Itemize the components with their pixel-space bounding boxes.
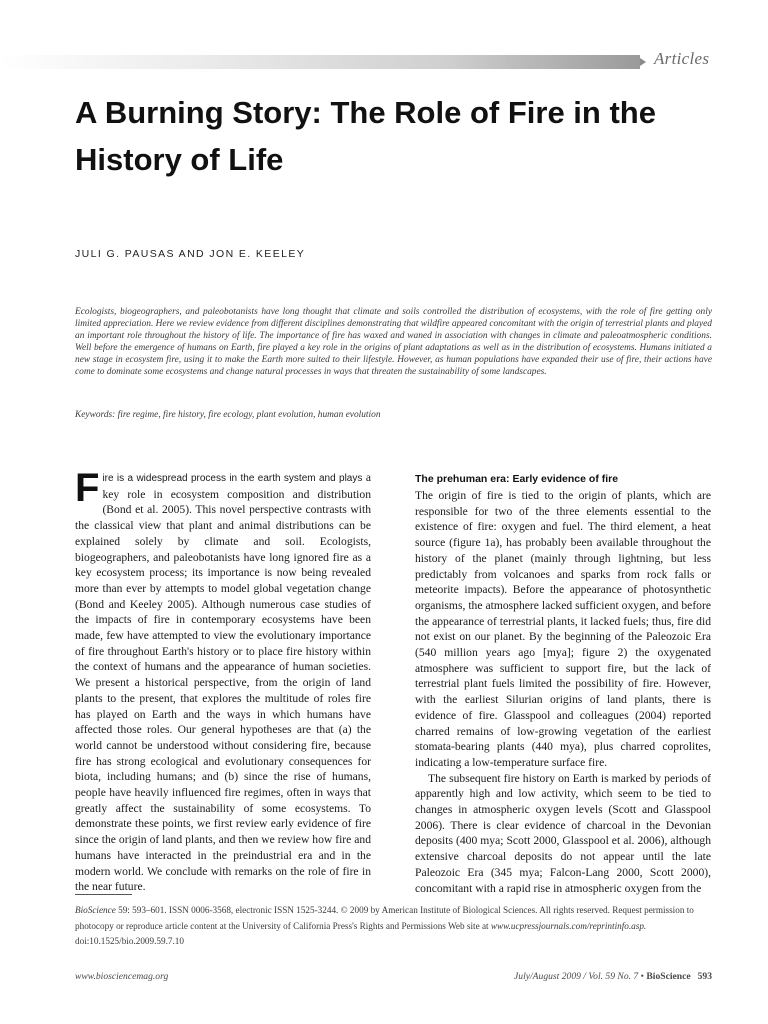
footnote-divider xyxy=(75,894,132,895)
footnote-text: 59: 593–601. ISSN 0006-3568, electronic ISSN 1525-3244. © 2009 by American Institute of Biological Sciences. All rights reserved. Request permission to photocopy or reproduce article content at the University of California Press's Rights and Permissions Web site at xyxy=(75,905,694,931)
section-label: Articles xyxy=(654,49,710,68)
body-column-right xyxy=(415,472,711,896)
article-authors: JULI G. PAUSAS AND JON E. KEELEY xyxy=(75,248,306,260)
dropcap-letter: F xyxy=(75,466,100,510)
citation-footnote xyxy=(75,903,712,950)
prehuman-paragraph-1: The origin of fire is tied to the origin of plants, which are responsible for two of the three elements essential to the existence of fire: oxygen and fuel. The third element, a heat source (figure 1a), has probably been available throughout the history of the planet (mainly through lightning, but less predictably from volcanoes and sparks from rock falls or meteorite impacts). Before the appearance of photosynthetic organisms, the atmosphere lacked sufficient oxygen, and before the appearance of terrestrial plants, it lacked fuels; thus, fire did not exist on our planet. By the beginning of the Paleozoic Era (540 million years ago [mya]; figure 2) the oxygenated atmosphere was sufficient to support fire, but the lack of terrestrial plant fuels limited the possibility of fire. However, with the earliest Silurian origins of land plants, there is evidence of fire. Glasspool and colleagues (2004) reported charred remains of low-growing vegetation of the earliest stomata-bearing plants (440 mya), plus charred coprolites, indicating a low-temperature surface fire. xyxy=(415,489,711,769)
footnote-url-link[interactable]: www.ucpressjournals.com/reprintinfo.asp. xyxy=(490,920,647,931)
section-heading: The prehuman era: Early evidence of fire xyxy=(415,473,619,485)
footer-website-link[interactable]: www.biosciencemag.org xyxy=(75,971,169,982)
header-arrow-icon xyxy=(640,58,646,66)
footnote-doi: doi:10.1525/bio.2009.59.7.10 xyxy=(75,936,184,947)
article-keywords: Keywords: fire regime, fire history, fire ecology, plant evolution, human evolution xyxy=(75,410,381,420)
article-abstract: Ecologists, biogeographers, and paleobotanists have long thought that climate and soils controlled the distribution of ecosystems, with the role of fire getting only limited appreciation. Here we review evidence from different disciplines demonstrating that wildfire appeared concomitant with the origin of terrestrial plants and played an important role throughout the history of life. The importance of fire has waxed and waned in association with changes in climate and paleoatmospheric conditions. Well before the emergence of humans on Earth, fire played a key role in the origins of plant adaptations as well as in the distribution of ecosystems. Humans initiated a new stage in ecosystem fire, using it to make the Earth more suited to their lifestyle. However, as human populations have expanded their use of fire, their actions have come to dominate some ecosystems and change natural processes in ways that threaten the sustainability of some landscapes. xyxy=(75,307,712,378)
page-number: 593 xyxy=(697,971,712,982)
footnote-journal-name: BioScience xyxy=(75,905,116,915)
footer-issue-info xyxy=(514,971,712,982)
body-column-left xyxy=(75,466,372,895)
footer-issue: July/August 2009 / Vol. 59 No. 7 xyxy=(514,971,639,982)
footer-journal: BioScience xyxy=(646,971,691,982)
footer-separator: • xyxy=(638,971,647,982)
header-gradient-bar xyxy=(0,55,640,69)
intro-paragraph xyxy=(75,466,372,895)
intro-text: a key role in ecosystem composition and distribution (Bond et al. 2005). This novel perspective contrasts with the classical view that plant and animal distributions can be explained solely by climate and soil. Ecologists, biogeographers, and paleobotanists have long ignored fire as a key ecosystem process; its importance is now being revealed more than ever by attempts to model global vegetation change (Bond and Keeley 2005). Although numerous case studies of the impacts of fire in contemporary ecosystems have been made, few have attempted to view the evolutionary importance of fire throughout Earth's history or to place fire history within the context of humans and the appearance of human societies. We present a historical perspective, from the origin of land plants to the present, that explores the multitude of roles fire has played on Earth and the ways in which humans have affected those roles. Our general hypotheses are that (a) the world cannot be understood without considering fire, because fire has strong ecological and evolutionary consequences for biota, including humans; and (b) since the rise of humans, people have heavily influenced fire regimes, often in ways that greatly affect the sustainability of some ecosystems. To demonstrate these points, we first review early evidence of fire since the origin of land plants, and then we review how fire and humans have interacted in the preindustrial era and in the modern world. We conclude with remarks on the role of fire in the near future. xyxy=(75,471,372,894)
prehuman-paragraph-2: The subsequent fire history on Earth is marked by periods of apparently high and low activity, which seem to be tied to changes in atmospheric oxygen levels (Scott and Glasspool 2006). There is clear evidence of charcoal in the Devonian deposits (400 mya; Scott 2000, Glasspool et al. 2006), although extensive charcoal deposits do not appear until the late Paleozoic Era (345 mya; Falcon-Lang 2000, Scott 2000), concomitant with a rapid rise in atmospheric oxygen from the xyxy=(415,771,711,895)
article-title: A Burning Story: The Role of Fire in the History of Life xyxy=(75,95,656,177)
lead-in-text: ire is a widespread process in the earth system and plays xyxy=(102,473,363,484)
